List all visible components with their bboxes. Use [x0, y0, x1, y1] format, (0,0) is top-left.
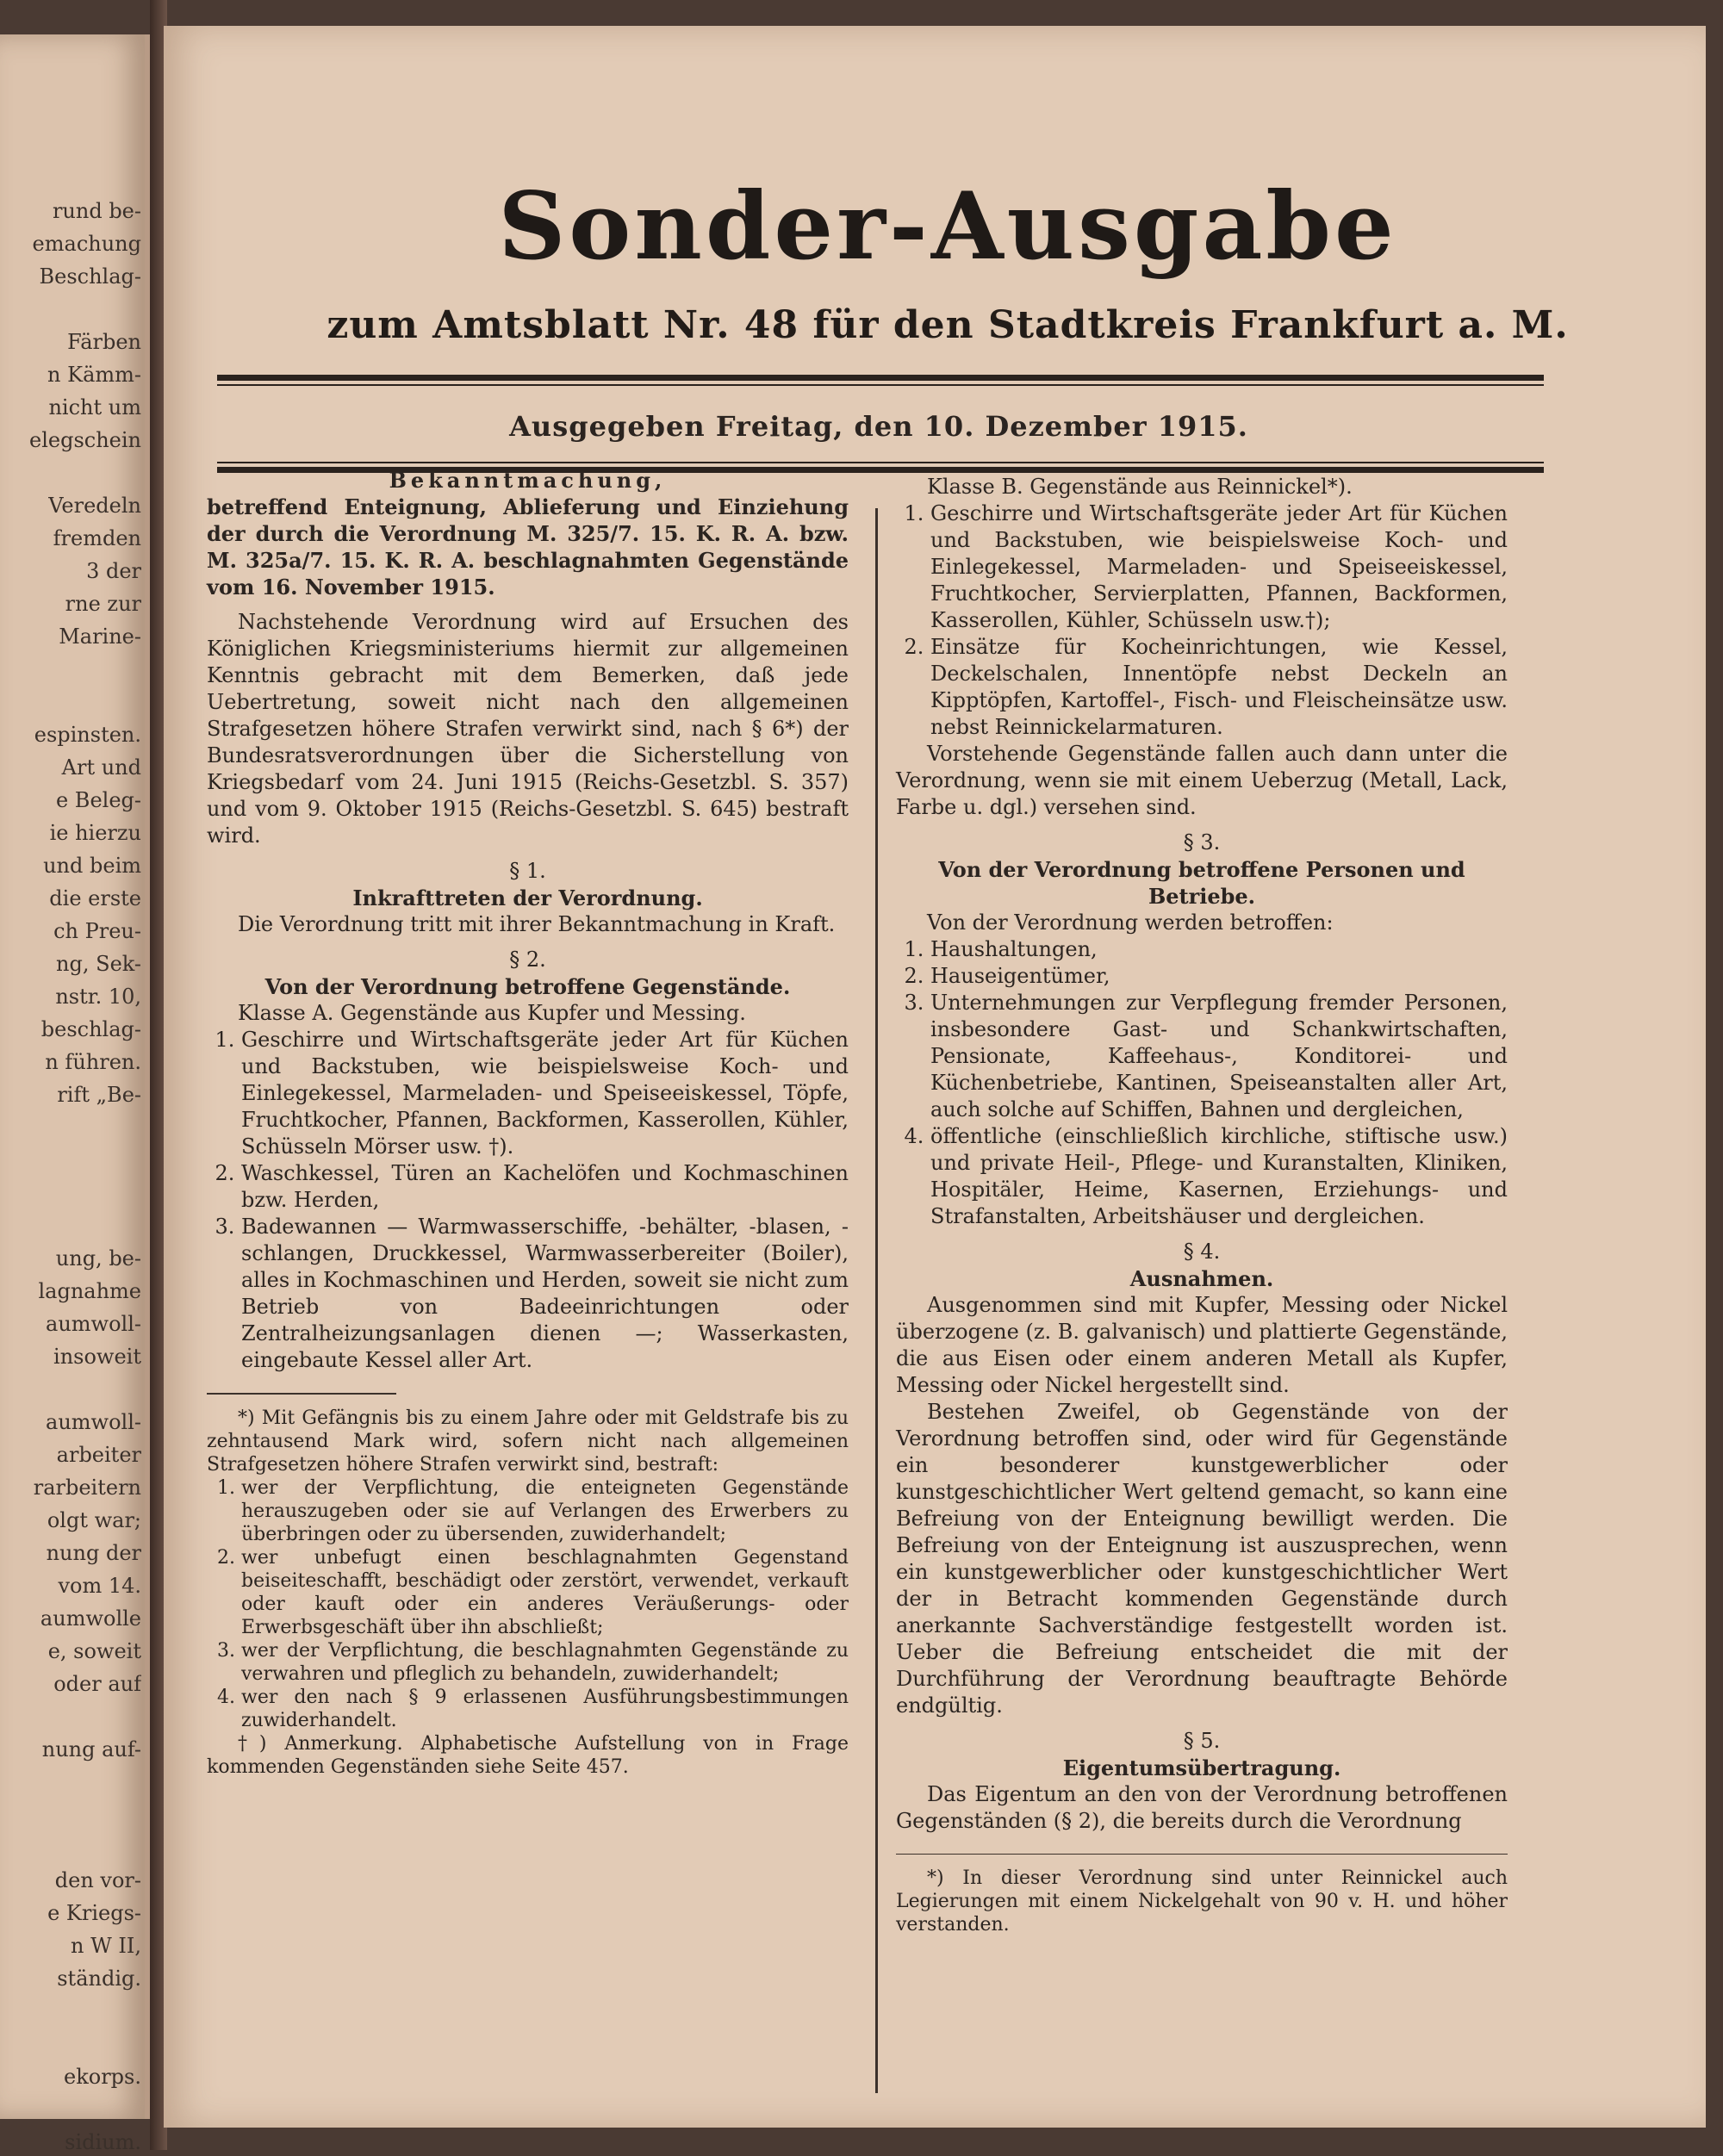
klasse-a-list: [207, 1027, 849, 1374]
section-5-number: § 5.: [1183, 1729, 1221, 1753]
right-column: [896, 474, 1508, 1936]
header-rule-top: [217, 375, 1544, 381]
klasse-b-heading: Klasse B. Gegenstände aus Reinnickel*).: [927, 475, 1353, 499]
list-item: 1. wer der Verpflichtung, die enteigneten Gegenstände herauszugeben oder sie auf Verlangen des Erwerbers zu überbringen oder zu übersenden, zuwiderhandelt;: [241, 1476, 849, 1546]
left-page-fragment: vom 14.: [58, 1574, 141, 1598]
left-page-fragment: rift „Be-: [57, 1083, 141, 1107]
header-rule-bottom-thin: [217, 462, 1544, 463]
left-page-fragment: aumwoll-: [46, 1312, 141, 1336]
left-page-fragment: Marine-: [59, 624, 141, 649]
left-page-fragment: und beim: [43, 854, 141, 878]
header-rule-top-thin: [217, 384, 1544, 386]
footnote-dagger: †) Anmerkung. Alphabetische Aufstellung von in Frage kommenden Gegenständen siehe Seite 457.: [207, 1733, 849, 1778]
left-page-fragment: ständig.: [57, 1966, 141, 1991]
list-item: 4. öffentliche (einschließlich kirchliche, stiftische usw.) und private Heil-, Pflege- und Kuranstalten, Kliniken, Hospitäler, Heime, Kasernen, Erziehungs- und Strafanstalten, Arbeitshäuser und dergleichen.: [930, 1123, 1508, 1230]
left-page-fragment: Art und: [61, 755, 141, 780]
left-page-fragment: espinsten.: [34, 723, 141, 747]
list-item: 3. Unternehmungen zur Verpflegung fremder Personen, insbesondere Gast- und Schankwirtschaften, Pensionate, Kaffeehaus-, Konditorei- und Küchenbetriebe, Kantinen, Speiseanstalten aller Art, auch solche auf Schiffen, Bahnen und dergleichen,: [930, 990, 1508, 1123]
left-page-fragment: aumwolle: [40, 1606, 141, 1631]
section-1-title: Inkrafttreten der Verordnung.: [352, 885, 703, 910]
footnote-reinnickel: *) In dieser Verordnung sind unter Reinnickel auch Legierungen mit einem Nickelgehalt von 90 v. H. und höher verstanden.: [896, 1867, 1508, 1935]
left-page-fragment: ie hierzu: [49, 821, 141, 845]
left-page-fragment: beschlag-: [40, 1017, 141, 1041]
left-page-fragment: nicht um: [48, 395, 141, 419]
left-page-fragment: olgt war;: [47, 1508, 141, 1532]
intro-paragraph: Nachstehende Verordnung wird auf Ersuchen des Königlichen Kriegsministeriums hiermit zur allgemeinen Kenntnis gebracht mit dem Bemerken, daß jede Uebertretung, soweit nicht nach den allgemeinen Strafgesetzen höhere Strafen verwirkt sind, nach § 6*) der Bundesratsverordnungen über die Sicherstellung von Kriegsbedarf vom 24. Juni 1915 (Reichs-Gesetzbl. S. 357) und vom 9. Oktober 1915 (Reichs-Gesetzbl. S. 645) bestraft wird.: [207, 610, 849, 848]
left-page-fragment: nung auf-: [41, 1737, 141, 1761]
footnote-list: [207, 1476, 849, 1732]
left-page-fragment: aumwoll-: [46, 1410, 141, 1434]
issue-date: Ausgegeben Freitag, den 10. Dezember 1915.: [509, 410, 1248, 443]
section-5-text: Das Eigentum an den von der Verordnung betroffenen Gegenständen (§ 2), die bereits durch die Verordnung: [896, 1782, 1508, 1833]
left-page-fragment: ekorps.: [64, 2065, 141, 2089]
left-page-fragment: e Beleg-: [55, 788, 141, 812]
left-page-fragment: den vor-: [54, 1868, 141, 1892]
announcement-subheading: betreffend Enteignung, Ablieferung und Einziehung der durch die Verordnung M. 325/7. 15. K. R. A. bzw. M. 325a/7. 15. K. R. A. beschlagnahmten Gegenstände vom 16. November 1915.: [207, 494, 849, 600]
section-3-list: [896, 936, 1508, 1230]
section-1-text: Die Verordnung tritt mit ihrer Bekanntmachung in Kraft.: [238, 912, 836, 936]
footnote-asterisk: *) Mit Gefängnis bis zu einem Jahre oder mit Geldstrafe bis zu zehntausend Mark wird, sofern nicht nach allgemeinen Strafgesetzen höhere Strafen verwirkt sind, bestraft:: [207, 1407, 849, 1476]
list-item: 2. Waschkessel, Türen an Kachelöfen und Kochmaschinen bzw. Herden,: [241, 1160, 849, 1214]
left-page-fragment: nstr. 10,: [55, 985, 141, 1009]
section-4-paragraph-2: Bestehen Zweifel, ob Gegenstände von der Verordnung betroffen sind, oder wird für Gegenstände ein besonderer kunstgewerblicher oder kunstgeschichtlicher Wert geltend gemacht, so kann eine Befreiung von der Enteignung bewilligt werden. Die Befreiung von der Enteignung ist auszusprechen, wenn ein kunstgewerblicher oder kunstgeschichtlicher Wert der in Betracht kommenden Gegenstände durch anerkannte Sachverständige festgestellt worden ist. Ueber die Befreiung entscheidet die mit der Durchführung der Verordnung beauftragte Behörde endgültig.: [896, 1400, 1508, 1718]
section-3-number: § 3.: [1183, 830, 1221, 854]
column-divider: [875, 508, 878, 2093]
list-item: 2. wer unbefugt einen beschlagnahmten Gegenstand beiseiteschafft, beschädigt oder zerstört, verwendet, verkauft oder kauft oder ein anderes Veräußerungs- oder Erwerbsgeschäft über ihn abschließt;: [241, 1546, 849, 1639]
left-page-fragment: Färben: [67, 330, 141, 354]
section-4-number: § 4.: [1183, 1240, 1221, 1264]
list-item: 1. Haushaltungen,: [930, 936, 1508, 963]
section-3-intro: Von der Verordnung werden betroffen:: [927, 910, 1334, 935]
left-page-fragment: rund be-: [52, 199, 141, 223]
section-4-paragraph-1: Ausgenommen sind mit Kupfer, Messing oder Nickel überzogene (z. B. galvanisch) und plattierte Gegenstände, die aus Eisen oder einem anderen Metall als Kupfer, Messing oder Nickel hergestellt sind.: [896, 1293, 1508, 1397]
section-2-title: Von der Verordnung betroffene Gegenstände.: [264, 974, 791, 999]
left-page-fragment: elegschein: [29, 428, 141, 452]
left-page-fragment: Veredeln: [48, 494, 141, 518]
masthead-title: Sonder-Ausgabe: [498, 172, 1397, 281]
klasse-b-list: [896, 500, 1508, 741]
list-item: 3. Badewannen — Warmwasserschiffe, -behälter, -blasen, -schlangen, Druckkessel, Warmwasserbereiter (Boiler), alles in Kochmaschinen und Herden, soweit sie nicht zum Betrieb von Badeeinrichtungen oder Zentralheizungsanlagen dienen —; Wasserkasten, eingebaute Kessel aller Art.: [241, 1214, 849, 1374]
left-page-fragment: ng, Sek-: [56, 952, 141, 976]
list-item: 1. Geschirre und Wirtschaftsgeräte jeder Art für Küchen und Backstuben, wie beispielsweise Koch- und Einlegekessel, Marmeladen- und Speiseeiskessel, Fruchtkocher, Servierplatten, Pfannen, Backformen, Kasserollen, Kühler, Schüsseln usw.†);: [930, 500, 1508, 634]
left-page-fragment: fremden: [53, 526, 141, 550]
announcement-heading: Bekanntmachung,: [389, 468, 667, 493]
adjacent-left-page: [0, 34, 150, 2154]
footnote-rule: [207, 1393, 396, 1395]
left-page-fragment: n Kämm-: [47, 363, 141, 387]
document-page: [164, 26, 1706, 2128]
list-item: 2. Einsätze für Kocheinrichtungen, wie Kessel, Deckelschalen, Innentöpfe nebst Deckeln an Kipptöpfen, Kartoffel-, Fisch- und Fleischeinsätze usw. nebst Reinnickelarmaturen.: [930, 634, 1508, 741]
left-page-fragment: nung der: [46, 1541, 141, 1565]
footnote-rule: [896, 1854, 1508, 1855]
left-page-fragment: sidium.: [65, 2130, 141, 2154]
left-page-fragment: e Kriegs-: [47, 1901, 141, 1925]
list-item: 4. wer den nach § 9 erlassenen Ausführungsbestimmungen zuwiderhandelt.: [241, 1686, 849, 1732]
klasse-b-note: Vorstehende Gegenstände fallen auch dann unter die Verordnung, wenn sie mit einem Ueberzug (Metall, Lack, Farbe u. dgl.) versehen sind.: [896, 742, 1508, 819]
klasse-a-heading: Klasse A. Gegenstände aus Kupfer und Messing.: [238, 1001, 746, 1025]
section-5-title: Eigentumsübertragung.: [1062, 1755, 1341, 1780]
left-page-fragment: Beschlag-: [39, 264, 141, 289]
left-page-fragment: lagnahme: [38, 1279, 141, 1303]
left-page-fragment: ung, be-: [55, 1246, 141, 1271]
list-item: 2. Hauseigentümer,: [930, 963, 1508, 990]
left-page-fragment: rne zur: [65, 592, 141, 616]
left-page-fragment: n führen.: [45, 1050, 141, 1074]
left-page-fragment: oder auf: [53, 1672, 141, 1696]
list-item: 3. wer der Verpflichtung, die beschlagnahmten Gegenstände zu verwahren und pfleglich zu behandeln, zuwiderhandelt;: [241, 1639, 849, 1686]
left-page-fragment: arbeiter: [56, 1443, 141, 1467]
left-page-fragment: ch Preu-: [53, 919, 141, 943]
left-page-fragment: die erste: [49, 886, 141, 910]
left-page-fragment: 3 der: [86, 559, 141, 583]
masthead-subtitle: zum Amtsblatt Nr. 48 für den Stadtkreis Frankfurt a. M.: [327, 303, 1569, 347]
left-page-fragment: n W II,: [71, 1934, 141, 1958]
left-page-fragment: e, soweit: [47, 1639, 141, 1663]
left-column: [207, 467, 849, 1779]
section-3-title: Von der Verordnung betroffene Personen und Betriebe.: [938, 857, 1465, 909]
section-2-number: § 2.: [509, 948, 546, 972]
list-item: 1. Geschirre und Wirtschaftsgeräte jeder Art für Küchen und Backstuben, wie beispielsweise Koch- und Einlegekessel, Marmeladen- und Speiseeiskessel, Töpfe, Fruchtkocher, Pfannen, Backformen, Kasserollen, Kühler, Schüsseln Mörser usw. †).: [241, 1027, 849, 1160]
left-page-fragment: insoweit: [53, 1345, 141, 1369]
left-page-fragment: rarbeitern: [33, 1476, 141, 1500]
section-1-number: § 1.: [509, 859, 546, 883]
section-4-title: Ausnahmen.: [1129, 1266, 1274, 1291]
left-page-fragment: emachung: [32, 232, 141, 256]
